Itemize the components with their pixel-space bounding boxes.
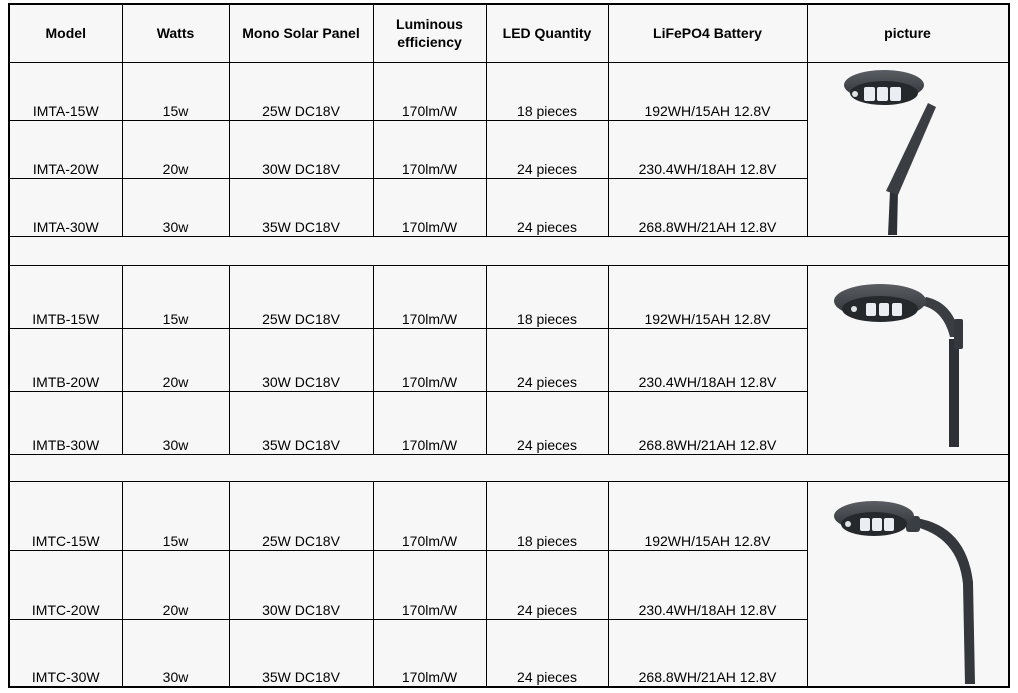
battery-cell: 192WH/15AH 12.8V xyxy=(608,265,807,328)
lumens-cell: 170lm/W xyxy=(373,265,486,328)
battery-cell: 268.8WH/21AH 12.8V xyxy=(608,619,807,687)
led-cell: 18 pieces xyxy=(486,481,608,550)
solar-cell: 30W DC18V xyxy=(229,550,373,619)
battery-cell: 230.4WH/18AH 12.8V xyxy=(608,328,807,391)
solar-cell: 25W DC18V xyxy=(229,481,373,550)
model-cell: IMTA-15W xyxy=(9,62,122,120)
lumens-cell: 170lm/W xyxy=(373,328,486,391)
group-separator xyxy=(9,236,1009,265)
solar-cell: 35W DC18V xyxy=(229,619,373,687)
lumens-cell: 170lm/W xyxy=(373,481,486,550)
street-lamp-tilted-arm-image xyxy=(808,63,1008,235)
header-watts: Watts xyxy=(122,4,229,62)
battery-cell: 230.4WH/18AH 12.8V xyxy=(608,120,807,178)
street-lamp-short-arm-image xyxy=(808,267,1008,453)
picture-cell-b xyxy=(807,265,1009,454)
group-separator xyxy=(9,454,1009,481)
model-cell: IMTC-30W xyxy=(9,619,122,687)
table-row xyxy=(9,481,1009,550)
header-luminous-line1: Luminous xyxy=(396,16,463,33)
watts-cell: 15w xyxy=(122,481,229,550)
street-lamp-curved-arm-image xyxy=(808,484,1008,684)
watts-cell: 30w xyxy=(122,391,229,454)
battery-cell: 268.8WH/21AH 12.8V xyxy=(608,391,807,454)
header-luminous-efficiency xyxy=(373,4,486,62)
header-model: Model xyxy=(9,4,122,62)
battery-cell: 192WH/15AH 12.8V xyxy=(608,481,807,550)
watts-cell: 20w xyxy=(122,328,229,391)
table-row xyxy=(9,265,1009,328)
lumens-cell: 170lm/W xyxy=(373,178,486,236)
solar-cell: 30W DC18V xyxy=(229,120,373,178)
led-cell: 24 pieces xyxy=(486,550,608,619)
model-cell: IMTB-30W xyxy=(9,391,122,454)
lumens-cell: 170lm/W xyxy=(373,619,486,687)
led-cell: 18 pieces xyxy=(486,62,608,120)
model-cell: IMTA-20W xyxy=(9,120,122,178)
header-solar-panel: Mono Solar Panel xyxy=(229,4,373,62)
watts-cell: 30w xyxy=(122,178,229,236)
picture-cell-c xyxy=(807,481,1009,687)
solar-cell: 25W DC18V xyxy=(229,265,373,328)
separator-row xyxy=(9,454,1009,481)
header-row xyxy=(9,4,1009,62)
led-cell: 24 pieces xyxy=(486,391,608,454)
model-cell: IMTB-15W xyxy=(9,265,122,328)
solar-cell: 35W DC18V xyxy=(229,178,373,236)
model-cell: IMTC-20W xyxy=(9,550,122,619)
battery-cell: 230.4WH/18AH 12.8V xyxy=(608,550,807,619)
model-cell: IMTA-30W xyxy=(9,178,122,236)
watts-cell: 20w xyxy=(122,120,229,178)
picture-cell-a xyxy=(807,62,1009,236)
header-battery: LiFePO4 Battery xyxy=(608,4,807,62)
separator-row xyxy=(9,236,1009,265)
header-picture: picture xyxy=(807,4,1009,62)
led-cell: 24 pieces xyxy=(486,178,608,236)
solar-cell: 30W DC18V xyxy=(229,328,373,391)
lumens-cell: 170lm/W xyxy=(373,120,486,178)
model-cell: IMTB-20W xyxy=(9,328,122,391)
solar-cell: 35W DC18V xyxy=(229,391,373,454)
led-cell: 18 pieces xyxy=(486,265,608,328)
watts-cell: 15w xyxy=(122,62,229,120)
led-cell: 24 pieces xyxy=(486,120,608,178)
led-cell: 24 pieces xyxy=(486,328,608,391)
solar-cell: 25W DC18V xyxy=(229,62,373,120)
lumens-cell: 170lm/W xyxy=(373,62,486,120)
watts-cell: 30w xyxy=(122,619,229,687)
lumens-cell: 170lm/W xyxy=(373,391,486,454)
watts-cell: 15w xyxy=(122,265,229,328)
watts-cell: 20w xyxy=(122,550,229,619)
model-cell: IMTC-15W xyxy=(9,481,122,550)
spec-table xyxy=(8,3,1010,688)
lumens-cell: 170lm/W xyxy=(373,550,486,619)
header-led-quantity: LED Quantity xyxy=(486,4,608,62)
battery-cell: 268.8WH/21AH 12.8V xyxy=(608,178,807,236)
led-cell: 24 pieces xyxy=(486,619,608,687)
header-luminous-line2: efficiency xyxy=(397,34,462,51)
battery-cell: 192WH/15AH 12.8V xyxy=(608,62,807,120)
table-row xyxy=(9,62,1009,120)
